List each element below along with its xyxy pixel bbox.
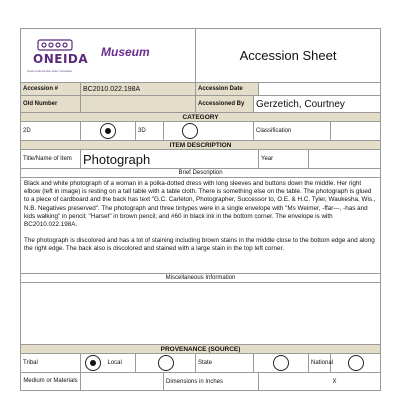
museum-label: Museum: [101, 44, 150, 59]
accessioned-by-field[interactable]: Gerzetich, Courtney: [254, 96, 381, 113]
old-number-field[interactable]: [81, 96, 196, 113]
item-description-heading: ITEM DESCRIPTION: [21, 141, 381, 150]
brief-description-field[interactable]: [21, 178, 381, 274]
accession-sheet: [20, 28, 380, 400]
logo-cell: [21, 29, 196, 83]
brief-description-label: Brief Description: [21, 169, 381, 178]
title-name-label: Title/Name of Item: [21, 150, 81, 169]
description-paragraph-1: Black and white photograph of a woman in a polka-dotted dress with long sleeves and buttons down the middle. Her right elbow (left in image) is resting on a tall table with a table cloth. There is something else on the table. The photograph is glued to a piece of cardboard and the back has text "G.C. Carleton, Photographer, Successor to, O.E. & H.C. Tyler, Waukesha, Wis., N.B. Negatives preserved". The photograph and three tintypes were in a single envelope with "Ms Weimer, -ffar---, -has and kids walking" in pencil; "Harset" in brown pencil; and #60 in black ink in the bottom corner. The envelope is with BC2010.022.198A.: [24, 180, 376, 229]
tribal-label: Tribal: [21, 354, 81, 373]
oneida-logo-icon: [35, 37, 75, 53]
classification-label: Classification: [254, 122, 331, 141]
medium-field[interactable]: [81, 373, 164, 391]
radio-2d[interactable]: [100, 123, 116, 139]
state-label: State: [196, 354, 254, 373]
radio-3d[interactable]: [182, 123, 198, 139]
radio-state[interactable]: [273, 355, 289, 371]
page-title: Accession Sheet: [196, 29, 381, 83]
brand-name: ONEIDA: [33, 51, 89, 66]
accessioned-by-label: Accessioned By: [196, 96, 254, 113]
misc-info-field[interactable]: [21, 283, 381, 345]
description-paragraph-2: The photograph is discolored and has a lot of staining including brown stains in the middle close to the bottom edge and along the right edge. The back also is discolored and stained with a large stain in the top left corner.: [24, 237, 375, 253]
year-field[interactable]: [309, 150, 381, 169]
provenance-heading: PROVENANCE (SOURCE): [21, 345, 381, 354]
dimensions-width-field[interactable]: [259, 373, 331, 391]
brand-tagline: Ayelo·kuthunɨ·khé·wisé Yukwahtaʼ: [27, 68, 73, 73]
dimensions-label: Dimensions in Inches: [164, 373, 259, 391]
medium-label: Medium or Materials: [21, 373, 81, 391]
misc-info-label: Miscellaneous Information: [21, 274, 381, 283]
accession-number-field[interactable]: BC2010.022.198A: [81, 83, 196, 96]
national-label: National: [309, 354, 331, 373]
accession-date-label: Accession Date: [196, 83, 259, 96]
option-3d-label: 3D: [136, 122, 164, 141]
old-number-label: Old Number: [21, 96, 81, 113]
category-heading: CATEGORY: [21, 113, 381, 122]
dimensions-separator: X: [331, 373, 381, 391]
radio-national[interactable]: [348, 355, 364, 371]
accession-number-label: Accession #: [21, 83, 81, 96]
title-name-field[interactable]: Photograph: [81, 150, 259, 169]
form-table: [20, 28, 381, 391]
year-label: Year: [259, 150, 309, 169]
radio-local[interactable]: [158, 355, 174, 371]
local-label: Local: [106, 354, 136, 373]
accession-date-field[interactable]: [259, 83, 381, 96]
radio-tribal[interactable]: [85, 355, 101, 371]
option-2d-label: 2D: [21, 122, 81, 141]
classification-field[interactable]: [331, 122, 381, 141]
